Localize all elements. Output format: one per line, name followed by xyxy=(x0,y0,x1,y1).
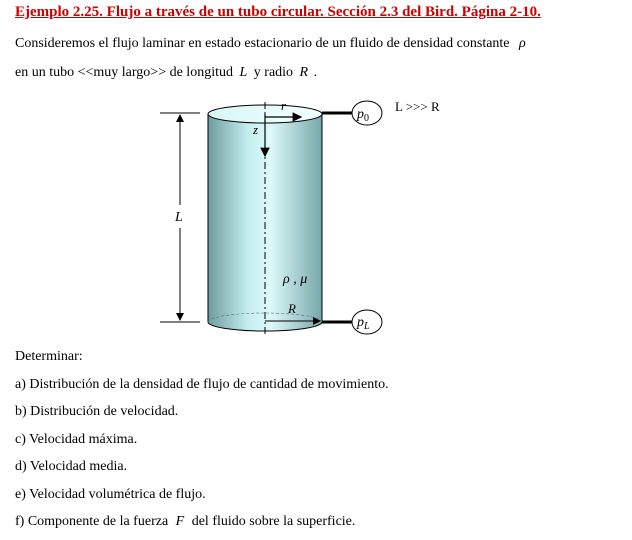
length-condition: L >>> R xyxy=(395,99,440,114)
intro-line-1-text: Consideremos el flujo laminar en estado estacionario de un fluido de densidad constante xyxy=(15,36,510,51)
rho-symbol: ρ xyxy=(519,36,526,51)
label-rho-mu: ρ , μ xyxy=(283,272,308,287)
determinar-heading: Determinar: xyxy=(15,349,83,364)
item-f xyxy=(15,514,355,530)
intro-line-2-b: y radio xyxy=(253,65,294,80)
item-e: e) Velocidad volumétrica de flujo. xyxy=(15,487,206,502)
intro-line-2-a: en un tubo <<muy largo>> de longitud xyxy=(15,65,233,80)
intro-period: . xyxy=(313,65,318,80)
length-symbol: L xyxy=(239,65,248,80)
item-f-suffix: del fluido sobre la superficie. xyxy=(191,514,356,529)
pL-label: $p_L$ xyxy=(357,315,370,332)
label-L: L xyxy=(175,210,183,225)
item-b: b) Distribución de velocidad. xyxy=(15,404,179,419)
item-d: d) Velocidad media. xyxy=(15,459,128,474)
item-a: a) Distribución de la densidad de flujo de cantidad de movimiento. xyxy=(15,377,389,392)
label-z: z xyxy=(253,122,259,137)
label-R: R xyxy=(288,301,296,316)
radius-symbol: R xyxy=(299,65,309,80)
item-f-prefix: f) Componente de la fuerza xyxy=(15,514,169,529)
p0-label: $p_0$ xyxy=(357,107,369,124)
force-symbol: F xyxy=(175,514,185,529)
example-title: Ejemplo 2.25. Flujo a través de un tubo circular. Sección 2.3 del Bird. Página 2-10. xyxy=(15,4,541,20)
item-c: c) Velocidad máxima. xyxy=(15,432,138,447)
label-r: r xyxy=(281,98,287,113)
